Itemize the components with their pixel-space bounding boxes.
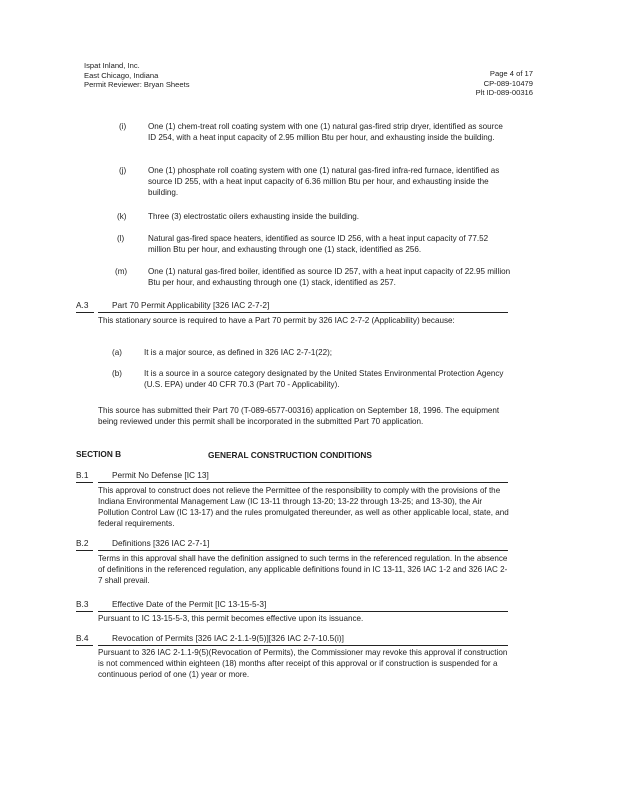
b3-body: Pursuant to IC 13-15-5-3, this permit becomes effective upon its issuance. [98,614,364,623]
list-item-i [119,121,511,157]
section-title-rule [98,312,508,313]
list-item-text: One (1) chem-treat roll coating system with one (1) natural gas-fired strip dryer, identified as source ID 254, with a heat input capacity of 2.95 million Btu per hour, and exhausting inside the building. [148,122,503,142]
section-number-b3: B.3 [76,599,89,609]
section-b-title: GENERAL CONSTRUCTION CONDITIONS [208,450,372,460]
list-item-k [117,211,511,224]
section-title-rule [98,611,508,612]
page-number: Page 4 of 17 [489,69,533,78]
list-item-text: Natural gas-fired space heaters, identified as source ID 256, with a heat input capacity of 77.52 million Btu per hour, and exhausting through one (1) stack, identified as 256. [148,234,489,254]
list-item-text: It is a source in a source category designated by the United States Environmental Protection Agency (U.S. EPA) under 40 CFR 70.3 (Part 70 - Applicability). [144,369,504,389]
a3-item-b [112,368,510,393]
list-item-text: One (1) phosphate roll coating system with one (1) natural gas-fired infra-red furnace, identified as source ID 255, with a heat input capacity of 6.36 million Btu per hour, and exhausting inside the building. [148,166,500,197]
section-number-b4: B.4 [76,633,89,643]
list-item-label: (l) [117,234,125,243]
list-item-text: One (1) natural gas-fired boiler, identified as source ID 257, with a heat input capacity of 22.95 million Btu per hour, and exhausting through one (1) stack, identified as 257. [148,267,511,287]
section-title-b2: Definitions [326 IAC 2-7-1] [112,538,210,548]
header-reviewer: Permit Reviewer: Bryan Sheets [84,80,190,90]
section-title-b1: Permit No Defense [IC 13] [112,470,209,480]
list-item-label: (m) [115,267,128,276]
section-title-rule [98,482,508,483]
section-number-rule [76,611,93,612]
section-title-b4: Revocation of Permits [326 IAC 2-1.1-9(5)][326 IAC 2-7-10.5(i)] [112,633,344,643]
section-number-b1: B.1 [76,470,89,480]
permit-number: CP-089-10479 [483,78,533,88]
list-item-label: (j) [119,166,127,175]
header-left [84,61,190,90]
list-item-text: Three (3) electrostatic oilers exhausting inside the building. [148,212,359,221]
section-title-a3: Part 70 Permit Applicability [326 IAC 2-7-2] [112,300,270,310]
b2-body: Terms in this approval shall have the definition assigned to such terms in the referenced regulation. In the absence of definitions in the referenced regulation, any applicable definitions found in IC 13-11, 326 IAC 1-2 and 326 IAC 2-7 shall prevail. [98,554,508,585]
header-right [476,69,533,98]
section-title-rule [98,645,508,646]
list-item-m [115,266,511,291]
b4-body: Pursuant to 326 IAC 2-1.1-9(5)(Revocation of Permits), the Commissioner may revoke this approval if construction is not commenced within eighteen (18) months after receipt of this approval or if construction is suspended for a continuous period of one (1) year or more. [98,648,508,679]
list-item-label: (i) [119,122,127,131]
section-number-rule [76,312,94,313]
b1-body: This approval to construct does not relieve the Permittee of the responsibility to comply with the provisions of the Indiana Environmental Management Law (IC 13-11 through 13-20; 13-22 through 13-25; and 13-30), the Air Pollution Control Law (IC 13-17) and the rules promulgated thereunder, as well as other applicable local, state, and federal requirements. [98,486,509,528]
section-number-rule [76,550,93,551]
section-number-rule [76,645,93,646]
section-b-label: SECTION B [76,449,122,459]
a3-intro: This stationary source is required to have a Part 70 permit by 326 IAC 2-7-2 (Applicability) because: [98,316,455,325]
list-item-label: (a) [112,348,122,357]
list-item-label: (b) [112,369,122,378]
list-item-l [117,233,511,258]
a3-closing: This source has submitted their Part 70 (T-089-6577-00316) application on September 18, 1996. The equipment being reviewed under this permit shall be incorporated in the submitted Part 70 application. [98,406,500,426]
header-company: Ispat Inland, Inc. [84,61,140,70]
list-item-j [119,165,511,201]
section-number-a3: A.3 [76,300,89,310]
header-location: East Chicago, Indiana [84,70,159,80]
section-title-b3: Effective Date of the Permit [IC 13-15-5-3] [112,599,267,609]
a3-item-a [112,347,510,360]
list-item-text: It is a major source, as defined in 326 IAC 2-7-1(22); [144,348,333,357]
section-number-rule [76,482,93,483]
plant-id: Plt ID-089-00316 [475,88,533,98]
section-title-rule [98,550,508,551]
section-number-b2: B.2 [76,538,89,548]
list-item-label: (k) [117,212,127,221]
